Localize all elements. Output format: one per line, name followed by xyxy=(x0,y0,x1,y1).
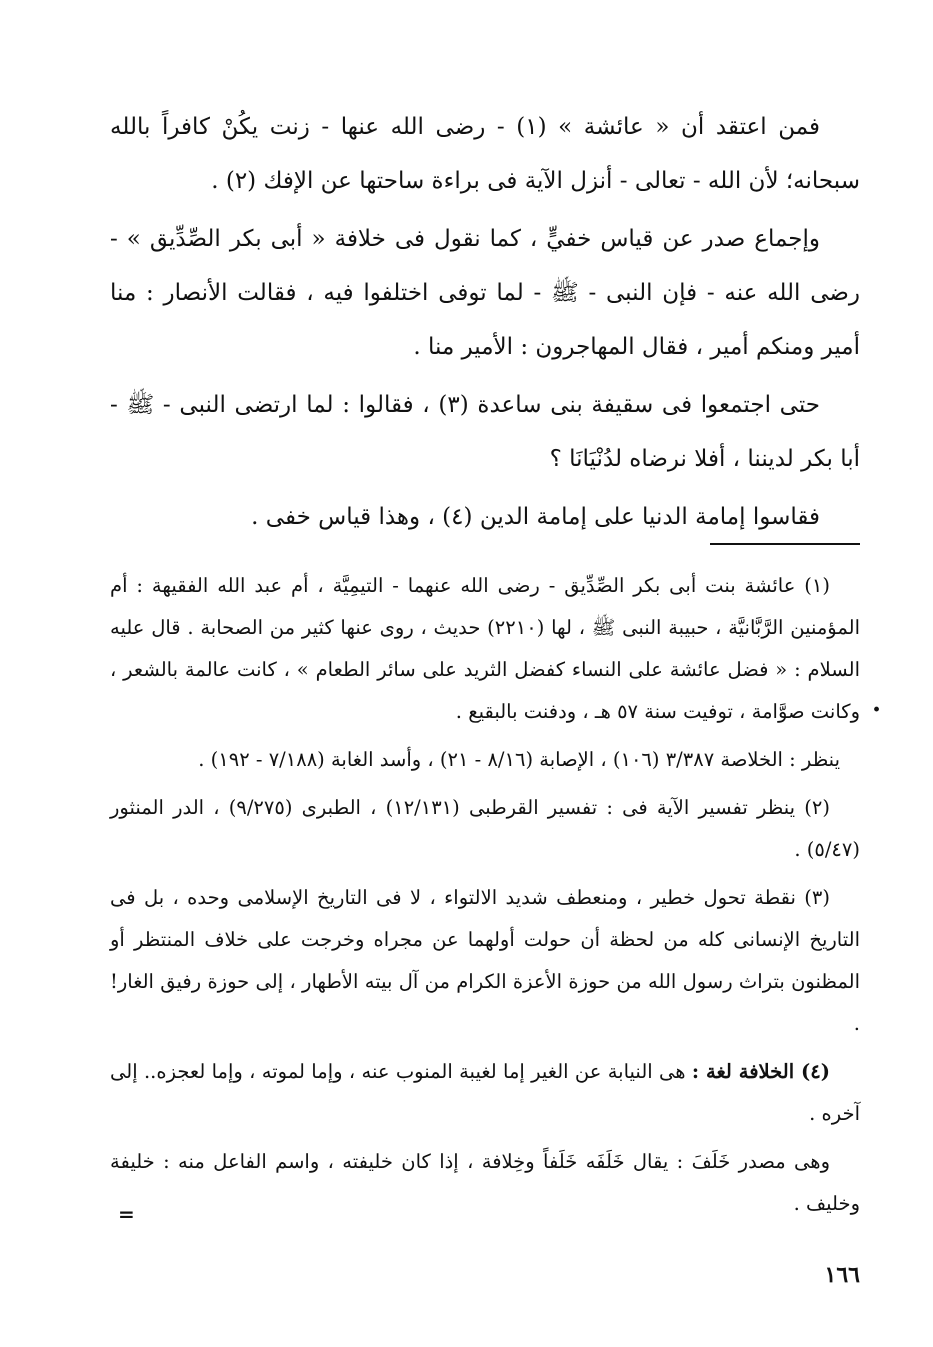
footnote-separator xyxy=(710,543,860,545)
footnotes xyxy=(110,565,860,1231)
page-number: ١٦٦ xyxy=(824,1262,860,1288)
paragraph-qiyas: فقاسوا إمامة الدنيا على إمامة الدين (٤) ، وهذا قياس خفى . xyxy=(251,504,820,530)
paragraph-ijma: وإجماع صدر عن قياس خفيٍّ ، كما نقول فى خلافة « أبى بكر الصِّدِّيق » - رضى الله عنه - فإن النبى - ﷺ - لما توفى اختلفوا فيه ، فقالت الأنصار : منا أمير ومنكم أمير ، فقال المهاجرون : الأمير منا . xyxy=(110,226,860,360)
main-text xyxy=(110,100,860,548)
paragraph-saqifa: حتى اجتمعوا فى سقيفة بنى ساعدة (٣) ، فقالوا : لما ارتضى النبى - ﷺ - أبا بكر لديننا ، أفلا نرضاه لدُنْيَانَا ؟ xyxy=(110,392,860,472)
footnote-4-text: هى النيابة عن الغير إما لغيبة المنوب عنه ، وإما لموته ، وإما لعجزه.. إلى آخره . xyxy=(110,1060,860,1125)
footnote-3: (٣) نقطة تحول خطير ، ومنعطف شديد الالتواء ، لا فى التاريخ الإسلامى وحده ، بل فى التاريخ الإنسانى كله من لحظة أن حولت أولهما عن مجراه وخرجت على خلاف المنتظر أو المظنون بتراث رسول الله من حوزة الأعزة الكرام من آل بيته الأطهار ، إلى حوزة رفيق الغار! . xyxy=(110,886,860,1035)
footnote-1: (١) عائشة بنت أبى بكر الصِّدِّيق - رضى الله عنهما - التيمِيَّة ، أم عبد الله الفقيهة : أم المؤمنين الرَّبَّانيَّة ، حبيبة النبى ﷺ ، لها (٢٢١٠) حديث ، روى عنها كثير من الصحابة . قال عليه السلام : « فضل عائشة على النساء كفضل الثريد على سائر الطعام » ، كانت عالمة بالشعر ، وكانت صوَّامة ، توفيت سنة ٥٧ هـ ، ودفنت بالبقيع . xyxy=(110,574,860,723)
footnote-4-continuation: وهى مصدر خَلَفَ : يقال خَلَفَه خَلَفاً وخِلافة ، إذا كان خليفته ، واسم الفاعل منه : خليفة وخليف . xyxy=(110,1150,860,1215)
margin-mark: . xyxy=(872,688,882,718)
footnote-4 xyxy=(110,1051,860,1135)
paragraph-aisha: فمن اعتقد أن « عائشة » (١) - رضى الله عنها - زنت يكُنْ كافراً بالله سبحانه؛ لأن الله - تعالى - أنزل الآية فى براءة ساحتها عن الإفك (٢) . xyxy=(110,114,860,194)
footnote-4-label: (٤) الخلافة لغة : xyxy=(691,1060,831,1083)
continuation-mark: = xyxy=(118,1202,135,1226)
footnote-1-references: ينظر : الخلاصة ٣/٣٨٧ (١٠٦) ، الإصابة (٨/١٦ - ٢١) ، وأسد الغابة (٧/١٨٨ - ١٩٢) . xyxy=(198,748,840,771)
footnote-2: (٢) ينظر تفسير الآية فى : تفسير القرطبى (١٢/١٣١) ، الطبرى (٩/٢٧٥) ، الدر المنثور (٥/٤٧) . xyxy=(110,796,860,861)
